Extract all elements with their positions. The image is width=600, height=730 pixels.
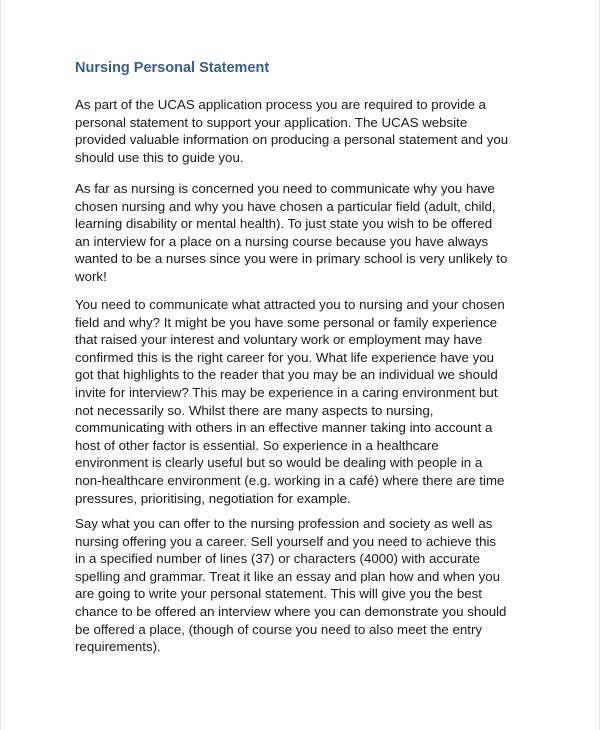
text-line: be offered a place, (though of course you need to also meet the entry [75,621,483,637]
text-line: an interview for a place on a nursing course because you have always [75,233,489,249]
paragraph-experience [75,296,505,507]
text-line: non-healthcare environment (e.g. working in a café) where there are time [75,472,505,488]
text-line: field and why? It might be you have some personal or family experience [75,314,498,330]
text-line: invite for interview? This may be experience in a caring environment but [75,384,498,400]
paragraph-ucas-intro [75,96,508,166]
text-line: got that highlights to the reader that you may be an individual we should [75,367,498,383]
text-line: host of other factor is essential. So experience in a healthcare [75,437,439,453]
text-line: chosen nursing and why you have chosen a particular field (adult, child, [75,198,496,214]
text-line: provided valuable information on producing a personal statement and you [75,132,509,148]
text-line: chance to be offered an interview where you can demonstrate you should [75,603,507,619]
text-line: requirements). [75,639,161,655]
text-line: learning disability or mental health). To just state you wish to be offered [75,216,493,232]
text-line: nursing offering you a career. Sell yourself and you need to achieve this [75,533,497,549]
paragraph-why-nursing [75,180,507,286]
text-line: work! [75,268,107,284]
text-line: pressures, prioritising, negotiation for example. [75,490,351,506]
document-title: Nursing Personal Statement [75,60,270,76]
text-line: confirmed this is the right career for you. What life experience have you [75,349,495,365]
text-line: communicating with others in an effective manner taking into account a [75,420,493,436]
text-line: in a specified number of lines (37) or characters (4000) with accurate [75,551,481,567]
text-line: spelling and grammar. Treat it like an essay and plan how and when you [75,568,501,584]
text-line: should use this to guide you. [75,149,244,165]
text-line: environment is clearly useful but so would be dealing with people in a [75,455,483,471]
text-line: wanted to be a nurses since you were in primary school is very unlikely to [75,251,508,267]
text-line: that raised your interest and voluntary work or employment may have [75,332,483,348]
text-line: As far as nursing is concerned you need to communicate why you have [75,181,495,196]
text-line: As part of the UCAS application process you are required to provide a [75,97,486,112]
text-line: You need to communicate what attracted you to nursing and your chosen [75,297,505,312]
text-line: Say what you can offer to the nursing profession and society as well as [75,516,493,531]
text-line: not necessarily so. Whilst there are many aspects to nursing, [75,402,434,418]
text-line: personal statement to support your application. The UCAS website [75,114,468,130]
paragraph-what-you-offer [75,515,506,656]
text-line: are going to write your personal statement. This will give you the best [75,586,482,602]
